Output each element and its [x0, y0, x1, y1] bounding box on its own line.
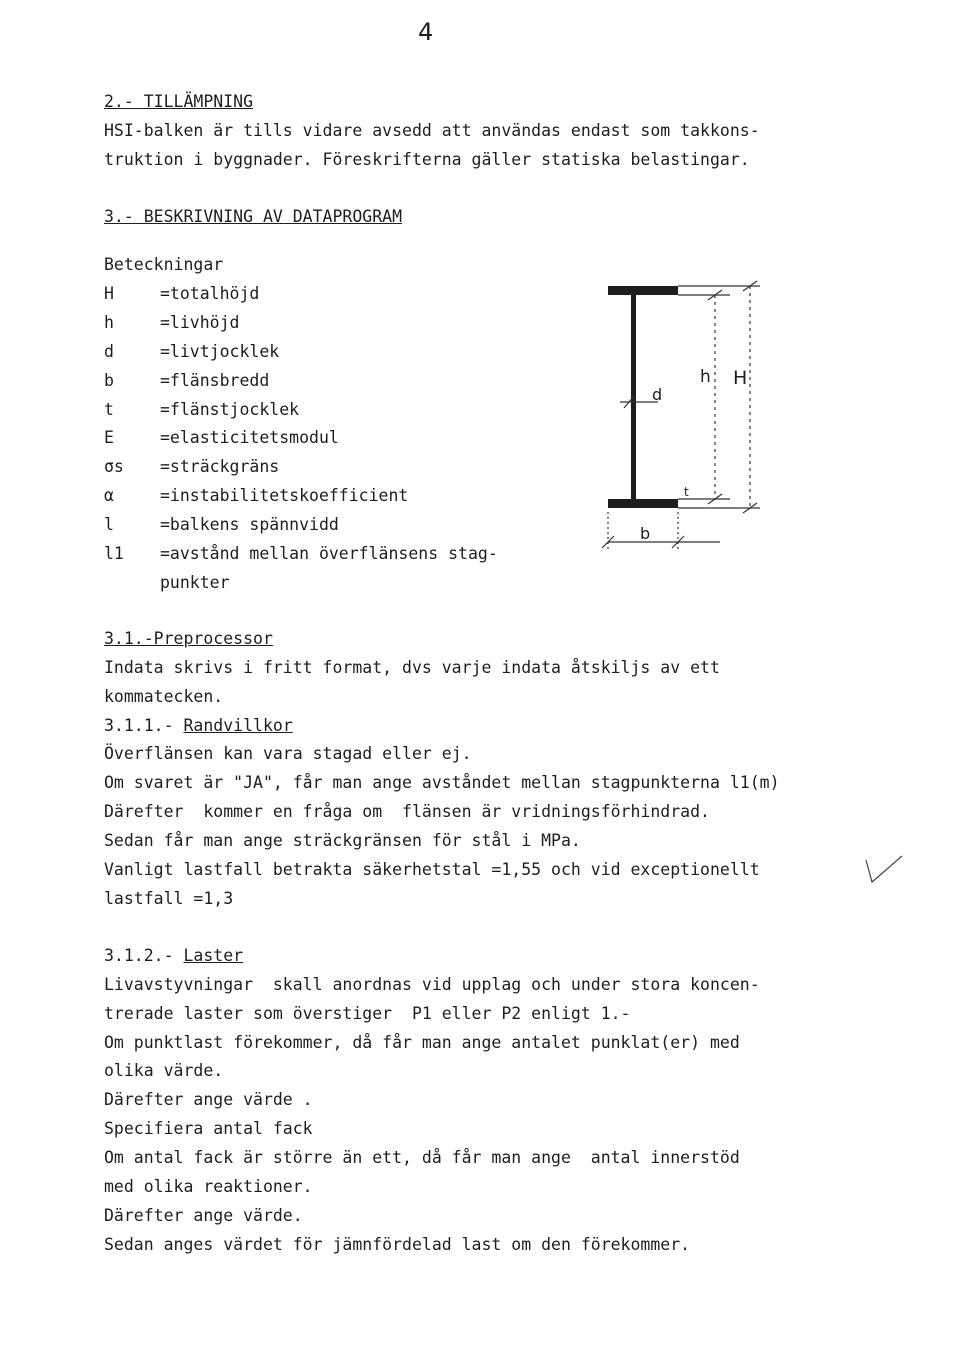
notation-title: Beteckningar	[104, 255, 224, 274]
notation-definition: =livhöjd	[160, 313, 240, 332]
label-H: H	[733, 367, 748, 389]
notation-definition: =flänsbredd	[160, 371, 270, 390]
notation-definition: =avstånd mellan överflänsens stag-	[160, 544, 498, 563]
notation-definition: =livtjocklek	[160, 342, 280, 361]
notation-row	[104, 342, 279, 362]
notation-definition: =flänstjocklek	[160, 400, 300, 419]
notation-symbol: σs	[104, 457, 124, 476]
section-3-1-2-line: Specifiera antal fack	[104, 1119, 313, 1138]
section-3-1-2-line: Om punktlast förekommer, då får man ange antalet punklat(er) med	[104, 1033, 740, 1052]
label-t: t	[684, 485, 689, 499]
section-3-1-1-heading-text: 3.1.1.- Randvillkor	[104, 716, 293, 735]
notation-symbol: H	[104, 284, 114, 303]
notation-symbol: d	[104, 342, 114, 361]
notation-row	[104, 457, 279, 477]
section-3-1-1-heading	[104, 716, 293, 736]
section-3-1-2-heading-text: 3.1.2.- Laster	[104, 946, 244, 965]
notation-row	[104, 371, 269, 391]
section-3-1-2-line: olika värde.	[104, 1061, 224, 1080]
section-3-1-2-line: med olika reaktioner.	[104, 1177, 313, 1196]
section-2-line-2: truktion i byggnader. Föreskrifterna gäller statiska belastingar.	[104, 150, 750, 169]
section-3-1-line-2: kommatecken.	[104, 687, 224, 706]
section-3-heading: 3.- BESKRIVNING AV DATAPROGRAM	[104, 207, 403, 226]
i-beam-shape	[608, 286, 678, 508]
notation-definition: =balkens spännvidd	[160, 515, 339, 534]
page-number: 4	[418, 18, 434, 46]
notation-symbol: E	[104, 428, 114, 447]
notation-definition: =sträckgräns	[160, 457, 280, 476]
notation-definition: =instabilitetskoefficient	[160, 486, 409, 505]
i-beam-diagram	[590, 280, 790, 590]
notation-row	[104, 486, 408, 506]
section-3-1-1-line: Överflänsen kan vara stagad eller ej.	[104, 744, 472, 763]
heading-title: Randvillkor	[183, 716, 293, 735]
label-b: b	[640, 524, 651, 543]
label-d: d	[652, 385, 663, 404]
notation-symbol: l	[104, 515, 114, 534]
section-3-1-2-line: trerade laster som överstiger P1 eller P2 enligt 1.-	[104, 1004, 631, 1023]
section-3-1-2-heading	[104, 946, 243, 966]
notation-definition: =totalhöjd	[160, 284, 260, 303]
dimension-lines	[602, 281, 760, 550]
notation-symbol: α	[104, 486, 114, 505]
section-3-1-2-line: Om antal fack är större än ett, då får man ange antal innerstöd	[104, 1148, 740, 1167]
heading-title: Laster	[183, 946, 244, 965]
section-3-1-2-line: Därefter ange värde .	[104, 1090, 313, 1109]
notation-symbol: t	[104, 400, 114, 419]
section-3-1-2-line: Därefter ange värde.	[104, 1206, 303, 1225]
notation-row	[104, 544, 498, 564]
section-3-1-heading: 3.1.-Preprocessor	[104, 629, 273, 648]
section-2-line-1: HSI-balken är tills vidare avsedd att användas endast som takkons-	[104, 121, 760, 140]
section-3-1-1-line: Sedan får man ange sträckgränsen för stål i MPa.	[104, 831, 581, 850]
top-flange	[608, 286, 678, 295]
section-3-1-2-line: Livavstyvningar skall anordnas vid upplag och under stora koncen-	[104, 975, 760, 994]
label-h: h	[700, 367, 711, 387]
notation-row	[104, 313, 239, 333]
section-3-1-1-line: lastfall =1,3	[104, 889, 234, 908]
section-3-1-1-line: Vanligt lastfall betrakta säkerhetstal =1,55 och vid exceptionellt	[104, 860, 760, 879]
notation-continued: punkter	[160, 573, 230, 592]
section-3-1-line-1: Indata skrivs i fritt format, dvs varje indata åtskiljs av ett	[104, 658, 720, 677]
section-2-heading: 2.- TILLÄMPNING	[104, 92, 254, 111]
bottom-flange	[608, 499, 678, 508]
notation-row	[104, 515, 339, 535]
section-3-1-1-line: Därefter kommer en fråga om flänsen är vridningsförhindrad.	[104, 802, 710, 821]
notation-symbol: h	[104, 313, 114, 332]
notation-definition: =elasticitetsmodul	[160, 428, 339, 447]
notation-row	[104, 400, 299, 420]
check-mark-icon	[862, 852, 906, 886]
notation-row	[104, 428, 339, 448]
notation-row	[104, 284, 259, 304]
section-3-1-1-line: Om svaret är "JA", får man ange avståndet mellan stagpunkterna l1(m)	[104, 773, 780, 792]
notation-symbol: l1	[104, 544, 124, 563]
section-3-1-2-line: Sedan anges värdet för jämnfördelad last om den förekommer.	[104, 1235, 691, 1254]
notation-symbol: b	[104, 371, 114, 390]
